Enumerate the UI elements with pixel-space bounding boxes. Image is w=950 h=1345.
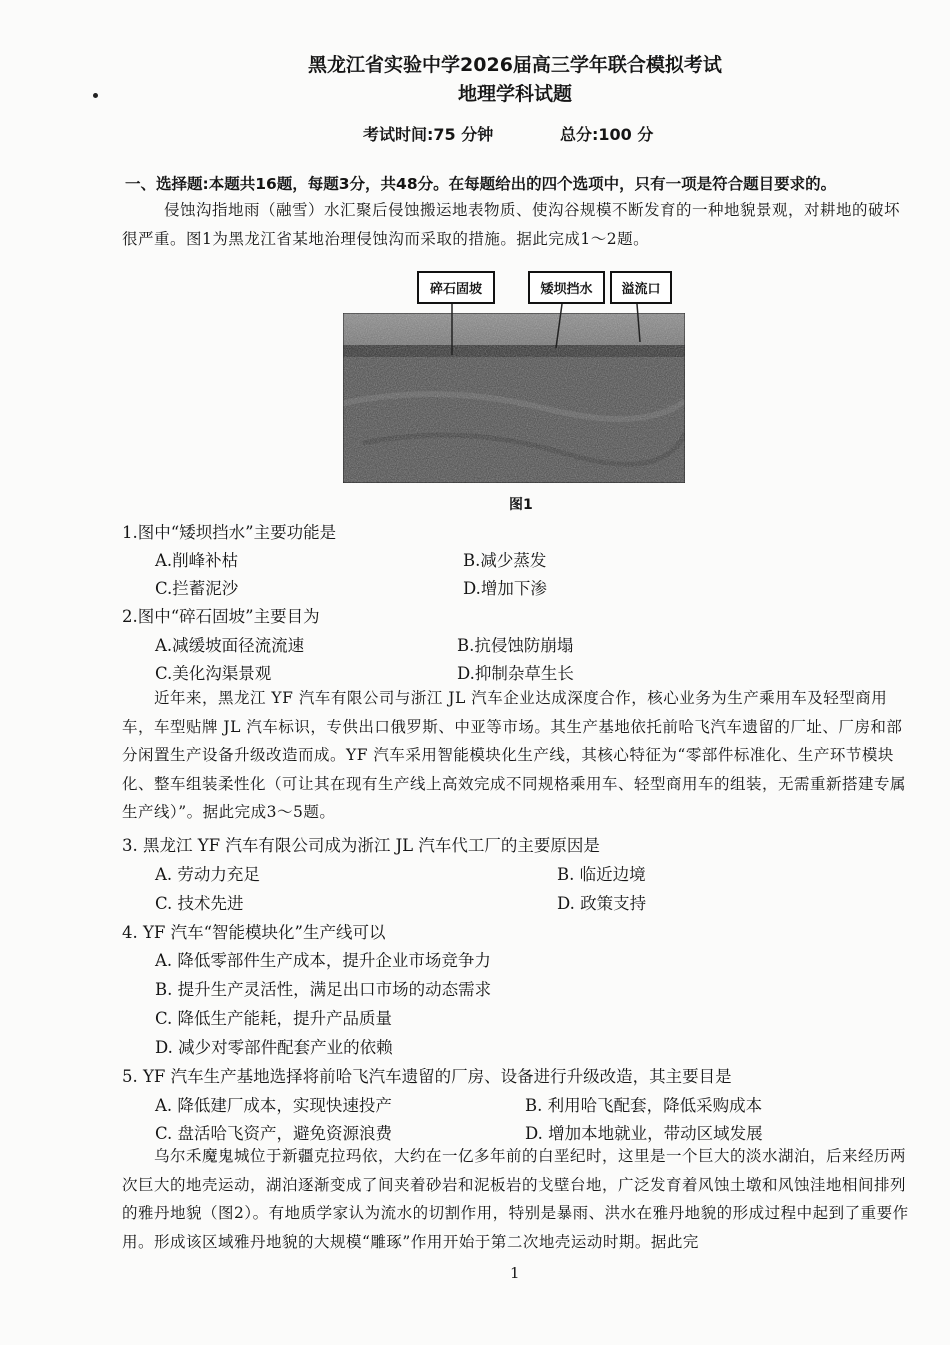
question-1-option-c: C.拦蓄泥沙	[155, 579, 239, 598]
question-3-option-d: D. 政策支持	[557, 894, 647, 913]
question-5-option-c: C. 盘活哈飞资产，避免资源浪费	[155, 1124, 393, 1143]
exam-time: 考试时间:75 分钟	[363, 125, 494, 144]
passage-1: 侵蚀沟指地雨（融雪）水汇聚后侵蚀搬运地表物质、使沟谷规模不断发育的一种地貌景观，对耕地的破坏很严重。图1为黑龙江省某地治理侵蚀沟而采取的措施。据此完成1～2题。	[122, 201, 901, 248]
question-5-stem: 5. YF 汽车生产基地选择将前哈飞汽车遗留的厂房、设备进行升级改造，其主要目是	[122, 1067, 732, 1086]
question-2-option-d: D.抑制杂草生长	[457, 664, 574, 683]
question-4-option-c: C. 降低生产能耗，提升产品质量	[155, 1009, 393, 1028]
passage-3: 乌尔禾魔鬼城位于新疆克拉玛依，大约在一亿多年前的白垩纪时，这里是一个巨大的淡水湖泊，后来经历两次巨大的地壳运动，湖泊逐渐变成了间夹着砂岩和泥板岩的戈壁台地，广泛发育着风蚀土墩和风蚀洼地相间排列的雅丹地貌（图2）。有地质学家认为流水的切割作用，特别是暴雨、洪水在雅丹地貌的形成过程中起到了重要作用。形成该区域雅丹地貌的大规模“雕琢”作用开始于第二次地壳运动时期。据此完	[122, 1147, 909, 1251]
question-2-option-c: C.美化沟渠景观	[155, 664, 272, 683]
figure-label-spillway: 溢流口	[610, 271, 672, 304]
figure-label-low-dam: 矮坝挡水	[528, 271, 605, 304]
question-3-stem: 3. 黑龙江 YF 汽车有限公司成为浙江 JL 汽车代工厂的主要原因是	[122, 836, 600, 855]
exam-title: 黑龙江省实验中学2026届高三学年联合模拟考试	[308, 54, 722, 76]
question-1-option-b: B.减少蒸发	[463, 551, 547, 570]
question-5-option-a: A. 降低建厂成本，实现快速投产	[155, 1096, 392, 1115]
exam-score: 总分:100 分	[560, 125, 654, 144]
question-3-option-a: A. 劳动力充足	[155, 865, 260, 884]
question-2-option-a: A.减缓坡面径流流速	[155, 636, 305, 655]
erosion-gully-photo	[343, 313, 685, 483]
passage-2: 近年来，黑龙江 YF 汽车有限公司与浙江 JL 汽车企业达成深度合作，核心业务为生产乘用车及轻型商用车，车型贴牌 JL 汽车标识，专供出口俄罗斯、中亚等市场。其生产基地依托前哈飞汽车遗留的厂址、厂房和部分闲置生产设备升级改造而成。YF 汽车采用智能模块化生产线，其核心特征为“零部件标准化、生产环节模块化、整车组装柔性化（可让其在现有生产线上高效完成不同规格乘用车、轻型商用车的组装，无需重新搭建专属生产线）”。据此完成3～5题。	[122, 689, 907, 821]
question-3-option-b: B. 临近边境	[557, 865, 646, 884]
figure-label-gravel-slope: 碎石固坡	[417, 271, 495, 304]
question-4-option-b: B. 提升生产灵活性，满足出口市场的动态需求	[155, 980, 492, 999]
page-number: 1	[510, 1264, 520, 1282]
section-heading: 一、选择题:本题共16题，每题3分，共48分。在每题给出的四个选项中，只有一项是符合题目要求的。	[125, 175, 837, 193]
question-1-option-a: A.削峰补枯	[155, 551, 239, 570]
question-5-option-b: B. 利用哈飞配套，降低采购成本	[525, 1096, 763, 1115]
figure-caption: 图1	[509, 497, 533, 513]
question-1-option-d: D.增加下渗	[463, 579, 547, 598]
question-4-option-a: A. 降低零部件生产成本，提升企业市场竞争力	[155, 951, 491, 970]
question-5-option-d: D. 增加本地就业，带动区域发展	[525, 1124, 763, 1143]
question-2-option-b: B.抗侵蚀防崩塌	[457, 636, 574, 655]
question-3-option-c: C. 技术先进	[155, 894, 244, 913]
question-4-stem: 4. YF 汽车“智能模块化”生产线可以	[122, 923, 386, 942]
question-1-stem: 1.图中“矮坝挡水”主要功能是	[122, 523, 337, 542]
exam-subtitle: 地理学科试题	[457, 83, 572, 105]
question-4-option-d: D. 减少对零部件配套产业的依赖	[155, 1038, 393, 1057]
question-2-stem: 2.图中“碎石固坡”主要目为	[122, 607, 320, 626]
